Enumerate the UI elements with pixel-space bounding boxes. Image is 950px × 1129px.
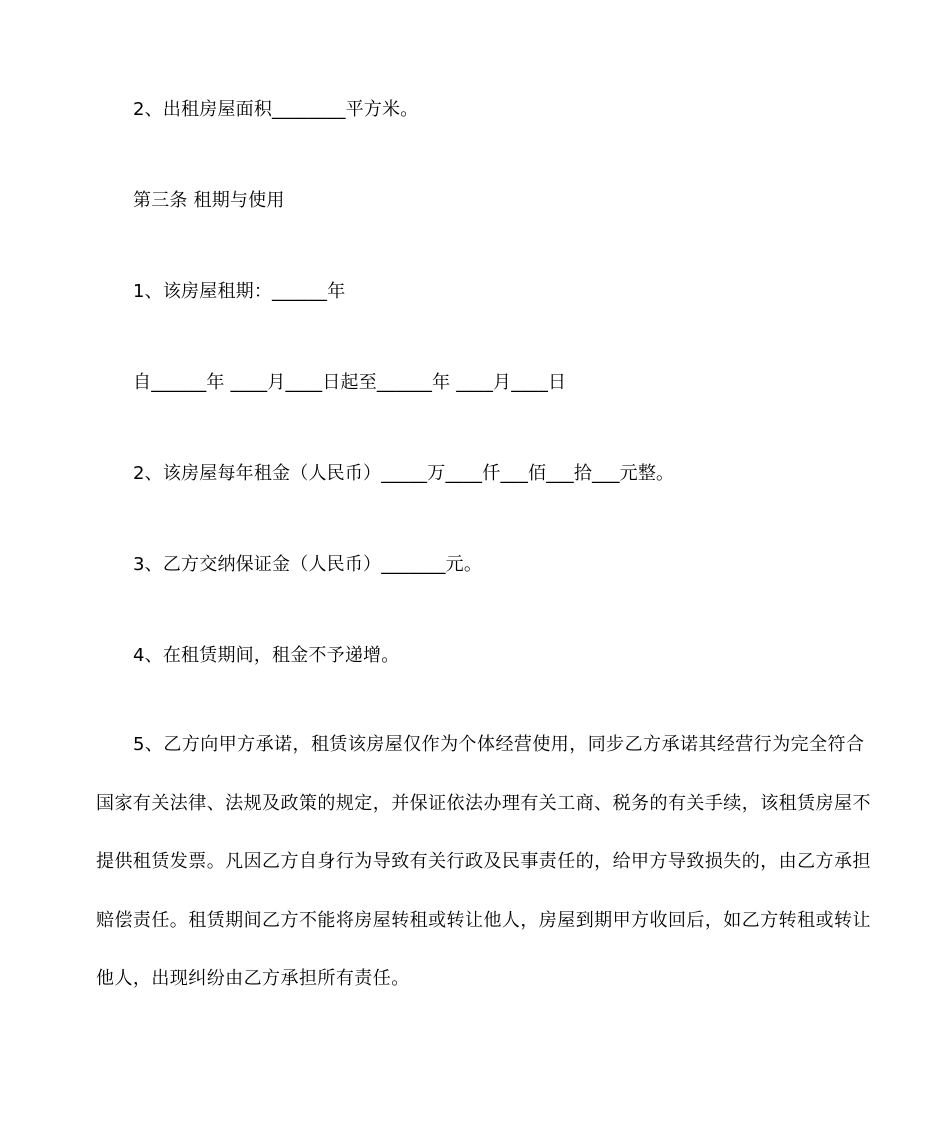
clause-lease-term: 1、该房屋租期：______年	[133, 281, 346, 302]
paragraph-line: 提供租赁发票。凡因乙方自身行为导致有关行政及民事责任的，给甲方导致损失的，由乙方承担	[96, 851, 871, 872]
clause-deposit: 3、乙方交纳保证金（人民币）_______元。	[133, 554, 483, 575]
clause-business-use-paragraph	[96, 733, 871, 1026]
article-three-heading: 第三条 租期与使用	[133, 190, 285, 211]
clause-lease-dates: 自______年 ____月____日起至______年 ____月____日	[133, 372, 567, 393]
clause-rental-area: 2、出租房屋面积________平方米。	[133, 99, 419, 120]
paragraph-line: 赔偿责任。租赁期间乙方不能将房屋转租或转让他人，房屋到期甲方收回后，如乙方转租或转让	[96, 909, 871, 931]
clause-annual-rent: 2、该房屋每年租金（人民币）_____万____仟___佰___拾___元整。	[133, 463, 675, 484]
paragraph-line: 5、乙方向甲方承诺，租赁该房屋仅作为个体经营使用，同步乙方承诺其经营行为完全符合	[133, 734, 865, 755]
paragraph-line: 他人，出现纠纷由乙方承担所有责任。	[96, 968, 410, 989]
paragraph-line: 国家有关法律、法规及政策的规定，并保证依法办理有关工商、税务的有关手续，该租赁房屋不	[96, 792, 871, 814]
clause-rent-no-increase: 4、在租赁期间，租金不予递增。	[133, 645, 400, 666]
